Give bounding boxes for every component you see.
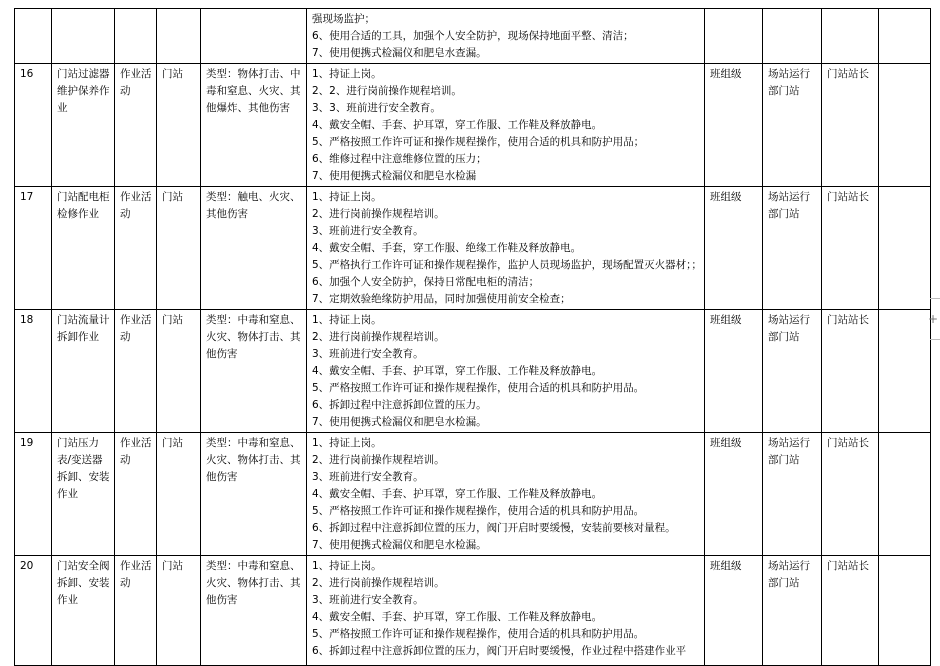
cell-type: 作业活动: [115, 556, 157, 666]
cell-measures: [307, 187, 705, 310]
measure-line: 7、定期效验绝缘防护用品，同时加强使用前安全检查；: [312, 293, 571, 305]
cell-place: 门站: [157, 433, 201, 556]
cell-name: 门站过滤器维护保养作业: [52, 64, 115, 187]
cell-type: 作业活动: [115, 187, 157, 310]
cell-measures: [307, 433, 705, 556]
cell-blank: [879, 433, 931, 556]
measure-line: 6、拆卸过程中注意拆卸位置的压力，阀门开启时要缓慢，安装前要核对量程。: [312, 522, 676, 534]
measure-line: 5、严格按照工作许可证和操作规程操作，使用合适的机具和防护用品。: [312, 628, 645, 640]
cell-dept: [763, 9, 822, 64]
measure-line: 4、戴安全帽、手套，穿工作服、绝缘工作鞋及释放静电。: [312, 242, 582, 254]
cell-blank: [879, 310, 931, 433]
cell-level: 班组级: [705, 64, 763, 187]
cell-hazard: 类型：物体打击、中毒和窒息、火灾、其他爆炸、其他伤害: [201, 64, 307, 187]
measure-line: 4、戴安全帽、手套、护耳罩，穿工作服、工作鞋及释放静电。: [312, 119, 603, 131]
risk-control-table: [14, 8, 931, 666]
measure-line: 4、戴安全帽、手套、护耳罩，穿工作服、工作鞋及释放静电。: [312, 488, 603, 500]
table-row: [15, 64, 931, 187]
cell-measures: [307, 9, 705, 64]
cell-owner: 门站站长: [822, 310, 879, 433]
cell-dept: 场站运行部门站: [763, 433, 822, 556]
measure-line: 6、拆卸过程中注意拆卸位置的压力，阀门开启时要缓慢，作业过程中搭建作业平: [312, 645, 687, 657]
cell-dept: 场站运行部门站: [763, 556, 822, 666]
cell-owner: [822, 9, 879, 64]
cell-measures: [307, 310, 705, 433]
cell-type: [115, 9, 157, 64]
cell-dept: 场站运行部门站: [763, 310, 822, 433]
measure-line: 6、维修过程中注意维修位置的压力；: [312, 153, 487, 165]
measure-line: 4、戴安全帽、手套、护耳罩，穿工作服、工作鞋及释放静电。: [312, 365, 603, 377]
measure-line: 7、使用便携式检漏仪和肥皂水检漏。: [312, 416, 487, 428]
cell-measures: [307, 64, 705, 187]
cell-hazard: 类型：中毒和窒息、火灾、物体打击、其他伤害: [201, 556, 307, 666]
measure-line: 强现场监护；: [312, 13, 375, 25]
cell-no: 18: [15, 310, 52, 433]
cell-no: 19: [15, 433, 52, 556]
cell-place: [157, 9, 201, 64]
cell-hazard: [201, 9, 307, 64]
cell-blank: [879, 64, 931, 187]
cell-place: 门站: [157, 64, 201, 187]
measure-line: 6、加强个人安全防护，保持日常配电柜的清洁；: [312, 276, 540, 288]
cell-level: 班组级: [705, 433, 763, 556]
cell-type: 作业活动: [115, 310, 157, 433]
cell-type: 作业活动: [115, 433, 157, 556]
measure-line: 1、持证上岗。: [312, 560, 382, 572]
cell-no: 17: [15, 187, 52, 310]
cell-name: 门站安全阀拆卸、安装作业: [52, 556, 115, 666]
table-body: [15, 9, 931, 666]
measure-line: 3、班前进行安全教育。: [312, 225, 424, 237]
cell-no: [15, 9, 52, 64]
cell-name: [52, 9, 115, 64]
measure-line: 2、2、进行岗前操作规程培训。: [312, 85, 462, 97]
cell-place: 门站: [157, 187, 201, 310]
cell-no: 16: [15, 64, 52, 187]
cell-no: 20: [15, 556, 52, 666]
cell-blank: [879, 9, 931, 64]
measure-line: 1、持证上岗。: [312, 191, 382, 203]
cell-hazard: 类型：触电、火灾、其他伤害: [201, 187, 307, 310]
measure-line: 1、持证上岗。: [312, 68, 382, 80]
cell-type: 作业活动: [115, 64, 157, 187]
table-row: [15, 433, 931, 556]
table-row-continued: [15, 9, 931, 64]
cell-hazard: 类型：中毒和窒息、火灾、物体打击、其他伤害: [201, 433, 307, 556]
table-row: [15, 187, 931, 310]
measure-line: 5、严格执行工作许可证和操作规程操作，监护人员现场监护，现场配置灭火器材；；: [312, 259, 702, 271]
cell-measures: [307, 556, 705, 666]
measure-line: 1、持证上岗。: [312, 314, 382, 326]
plus-icon[interactable]: +: [927, 312, 938, 326]
measure-line: 4、戴安全帽、手套、护耳罩，穿工作服、工作鞋及释放静电。: [312, 611, 603, 623]
cell-level: [705, 9, 763, 64]
measure-line: 5、严格按照工作许可证和操作规程操作，使用合适的机具和防护用品；: [312, 136, 645, 148]
measure-line: 2、进行岗前操作规程培训。: [312, 331, 445, 343]
measure-line: 6、拆卸过程中注意拆卸位置的压力。: [312, 399, 487, 411]
cell-name: 门站配电柜检修作业: [52, 187, 115, 310]
cell-dept: 场站运行部门站: [763, 64, 822, 187]
measure-line: 3、班前进行安全教育。: [312, 471, 424, 483]
cell-owner: 门站站长: [822, 187, 879, 310]
cell-level: 班组级: [705, 310, 763, 433]
cell-hazard: 类型：中毒和窒息、火灾、物体打击、其他伤害: [201, 310, 307, 433]
cell-blank: [879, 556, 931, 666]
cell-owner: 门站站长: [822, 556, 879, 666]
cell-place: 门站: [157, 310, 201, 433]
measure-line: 6、使用合适的工具，加强个人安全防护，现场保持地面平整、清洁；: [312, 30, 634, 42]
measure-line: 2、进行岗前操作规程培训。: [312, 577, 445, 589]
measure-line: 7、使用便携式检漏仪和肥皂水检漏: [312, 170, 477, 182]
measure-line: 5、严格按照工作许可证和操作规程操作，使用合适的机具和防护用品。: [312, 382, 645, 394]
measure-line: 3、班前进行安全教育。: [312, 348, 424, 360]
measure-line: 5、严格按照工作许可证和操作规程操作，使用合适的机具和防护用品。: [312, 505, 645, 517]
cell-place: 门站: [157, 556, 201, 666]
measure-line: 7、使用便携式检漏仪和肥皂水检漏。: [312, 539, 487, 551]
measure-line: 1、持证上岗。: [312, 437, 382, 449]
cell-level: 班组级: [705, 556, 763, 666]
cell-owner: 门站站长: [822, 64, 879, 187]
cell-blank: [879, 187, 931, 310]
measure-line: 2、进行岗前操作规程培训。: [312, 208, 445, 220]
cell-name: 门站流量计拆卸作业: [52, 310, 115, 433]
measure-line: 7、使用便携式检漏仪和肥皂水查漏。: [312, 47, 487, 59]
measure-line: 3、班前进行安全教育。: [312, 594, 424, 606]
table-row: [15, 310, 931, 433]
table-row: [15, 556, 931, 666]
cell-name: 门站压力表/变送器拆卸、安装作业: [52, 433, 115, 556]
cell-dept: 场站运行部门站: [763, 187, 822, 310]
cell-level: 班组级: [705, 187, 763, 310]
cell-owner: 门站站长: [822, 433, 879, 556]
measure-line: 2、进行岗前操作规程培训。: [312, 454, 445, 466]
measure-line: 3、3、班前进行安全教育。: [312, 102, 441, 114]
